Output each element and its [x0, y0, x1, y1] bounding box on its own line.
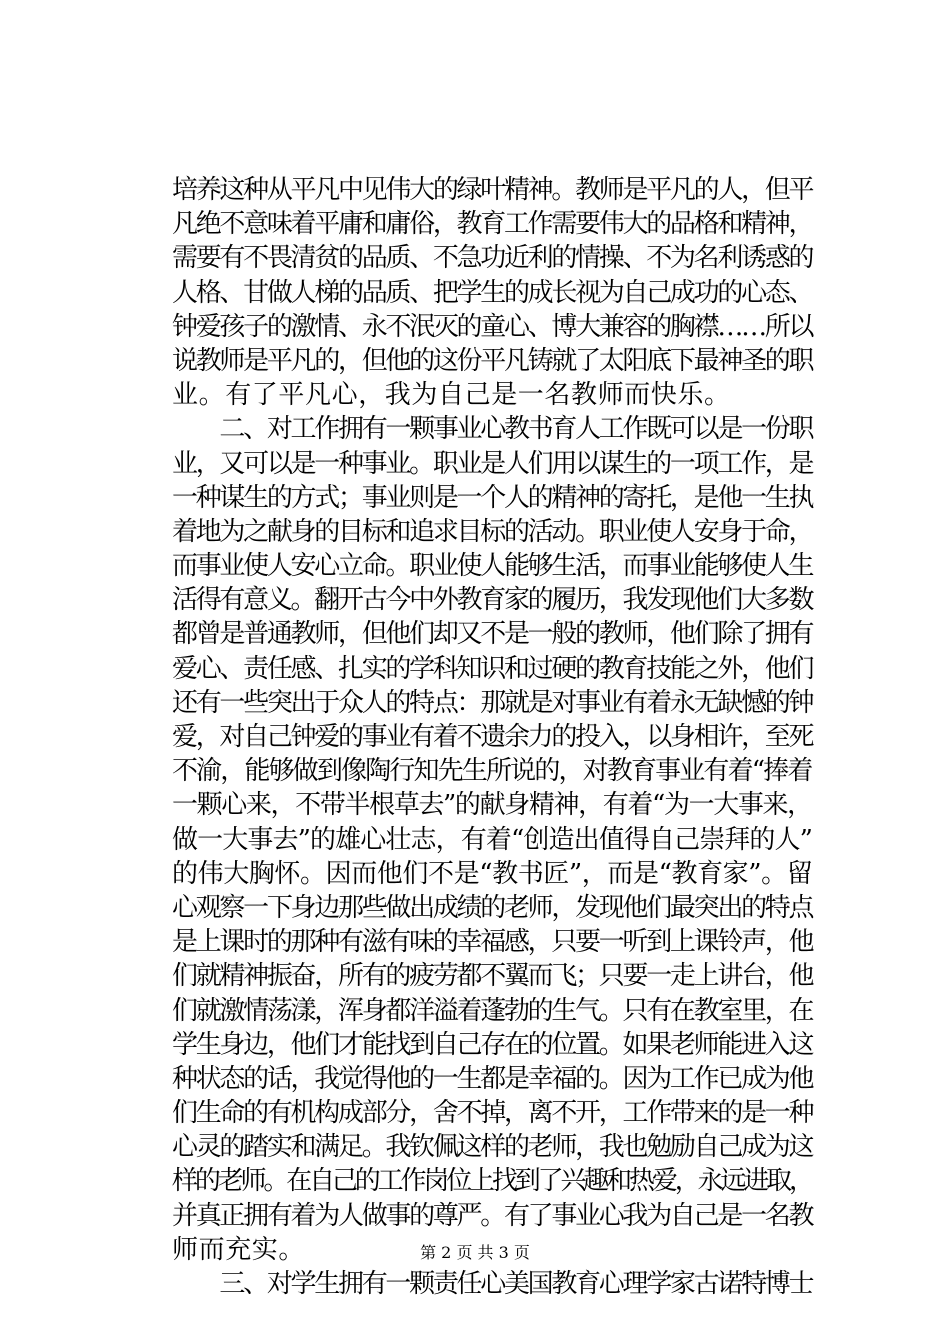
text-line: 一种谋生的方式；事业则是一个人的精神的寄托，是他一生执: [172, 482, 813, 513]
text-line: 凡绝不意味着平庸和庸俗，教育工作需要伟大的品格和精神，: [172, 209, 813, 240]
text-line: 一颗心来，不带半根草去”的献身精神，有着“为一大事来，: [172, 790, 812, 821]
text-line: 样的老师。在自己的工作岗位上找到了兴趣和热爱，永远进取，: [172, 1166, 812, 1197]
text-line: 种状态的话，我觉得他的一生都是幸福的。因为工作已成为他: [172, 1063, 813, 1094]
text-line: 爱，对自己钟爱的事业有着不遗余力的投入，以身相许，至死: [172, 722, 813, 752]
text-line: 还有一些突出于众人的特点：那就是对事业有着永无缺憾的钟: [172, 687, 813, 718]
text-line: 们就激情荡漾，浑身都洋溢着蓬勃的生气。只有在教室里，在: [172, 995, 813, 1026]
text-line: 都曾是普通教师，但他们却又不是一般的教师，他们除了拥有: [172, 619, 813, 650]
text-line: 爱心、责任感、扎实的学科知识和过硬的教育技能之外，他们: [172, 653, 813, 684]
text-line: 们就精神振奋，所有的疲劳都不翼而飞；只要一走上讲台，他: [172, 961, 813, 992]
text-line: 培养这种从平凡中见伟大的绿叶精神。教师是平凡的人，但平: [172, 175, 813, 205]
text-line: 说教师是平凡的，但他的这份平凡铸就了太阳底下最神圣的职: [172, 345, 813, 376]
text-line: 需要有不畏清贫的品质、不急功近利的情操、不为名利诱惑的: [172, 243, 813, 274]
text-line: 的伟大胸怀。因而他们不是“教书匠”，而是“教育家”。留: [172, 858, 813, 889]
text-line: 业。有了平凡心，我为自己是一名教师而快乐。: [172, 380, 731, 411]
text-line: 人格、甘做人梯的品质、把学生的成长视为自己成功的心态、: [172, 277, 813, 308]
page-footer: 第 2 页 共 3 页: [420, 1243, 530, 1262]
text-line: 而事业使人安心立命。职业使人能够生活，而事业能够使人生: [172, 551, 813, 582]
text-line: 着地为之献身的目标和追求目标的活动。职业使人安身于命，: [172, 516, 813, 547]
text-line: 学生身边，他们才能找到自己存在的位置。如果老师能进入这: [172, 1029, 813, 1060]
text-line: 是上课时的那种有滋有味的幸福感，只要一听到上课铃声，他: [172, 927, 813, 958]
text-line: 钟爱孩子的激情、永不泯灭的童心、博大兼容的胸襟……所以: [172, 311, 813, 342]
text-line: 们生命的有机构成部分，舍不掉，离不开，工作带来的是一种: [172, 1098, 813, 1129]
text-line: 业，又可以是一种事业。职业是人们用以谋生的一项工作，是: [172, 448, 813, 479]
text-line: 做一大事去”的雄心壮志，有着“创造出值得自己崇拜的人”: [172, 824, 813, 855]
text-line: 并真正拥有着为人做事的尊严。有了事业心我为自己是一名教: [172, 1200, 813, 1231]
text-line: 心灵的踏实和满足。我钦佩这样的老师，我也勉励自己成为这: [172, 1132, 813, 1163]
text-line: 师而充实。: [172, 1234, 306, 1265]
text-line: 二、对工作拥有一颗事业心教书育人工作既可以是一份职: [172, 414, 813, 445]
text-line: 心观察一下身边那些做出成绩的老师，发现他们最突出的特点: [172, 892, 813, 923]
text-line: 三、对学生拥有一颗责任心美国教育心理学家古诺特博士: [172, 1269, 813, 1299]
text-line: 活得有意义。翻开古今中外教育家的履历，我发现他们大多数: [172, 585, 813, 616]
body-text: [172, 173, 812, 1301]
text-line: 不渝，能够做到像陶行知先生所说的，对教育事业有着“捧着: [172, 756, 812, 787]
